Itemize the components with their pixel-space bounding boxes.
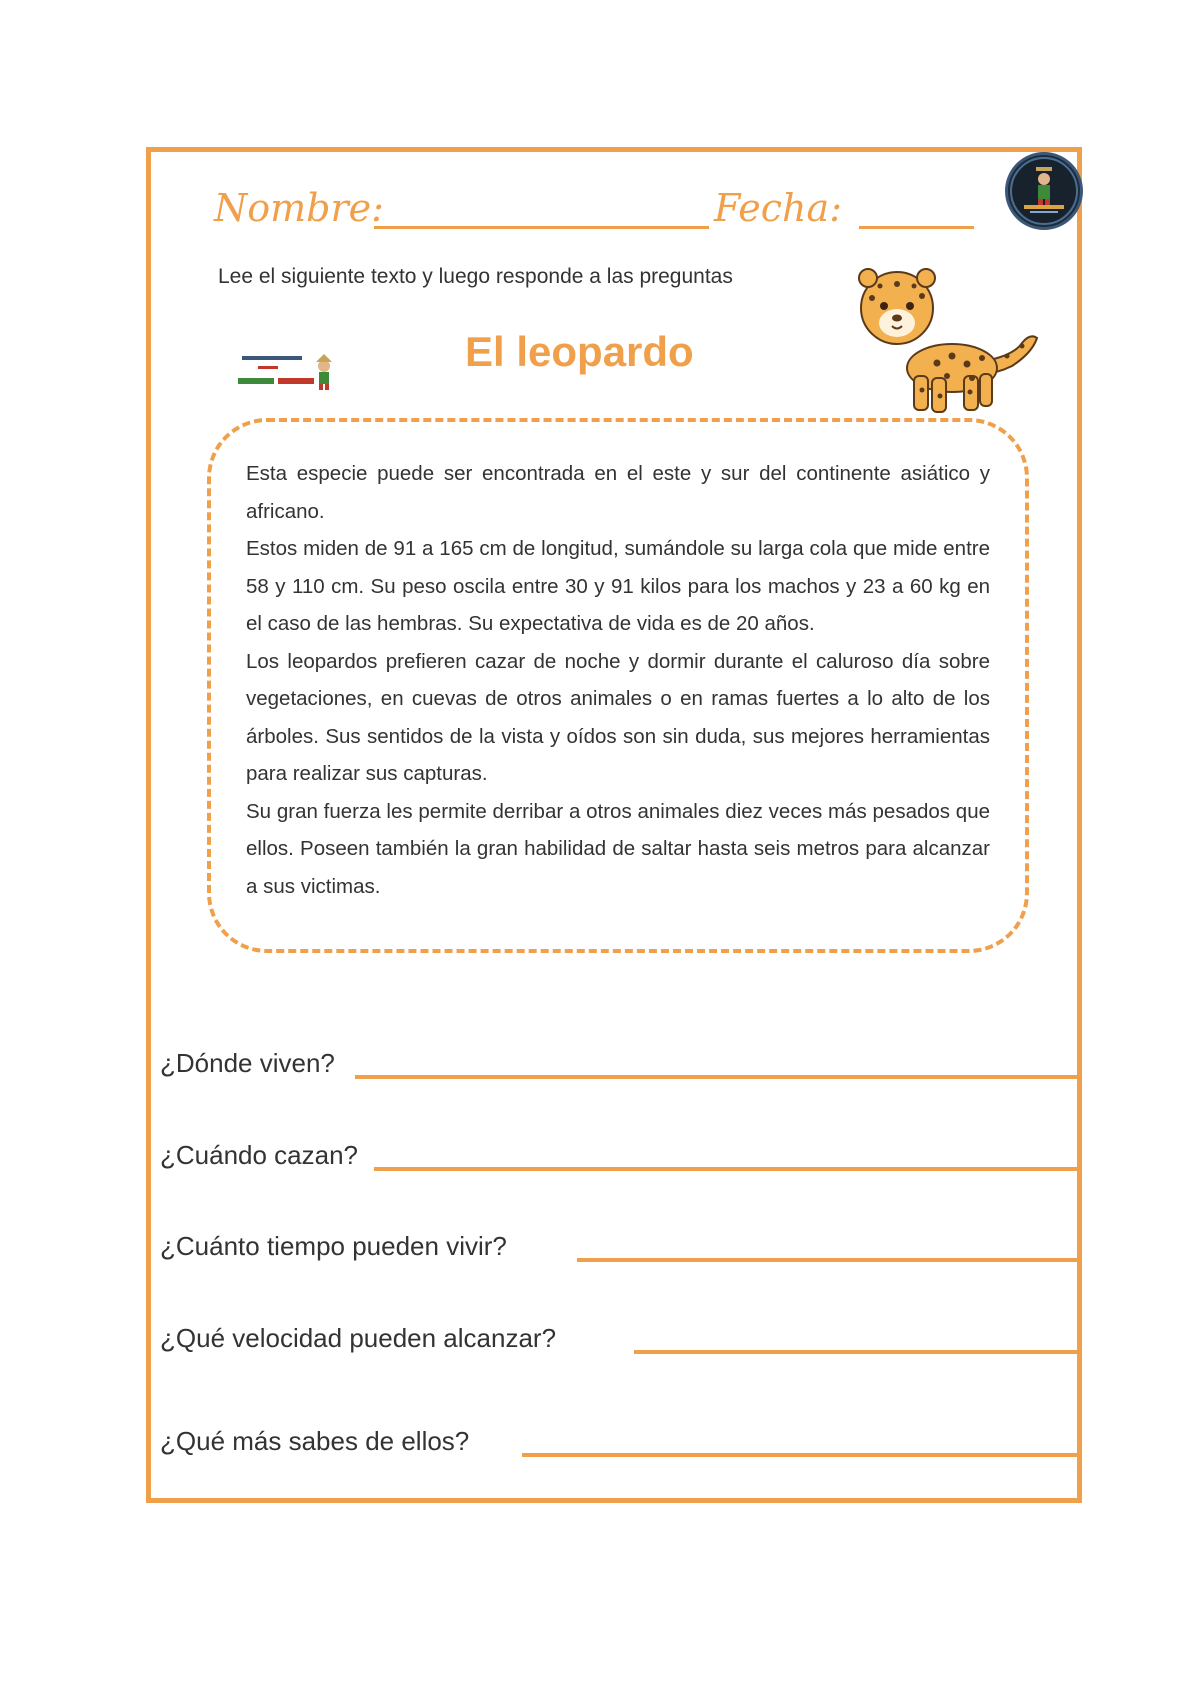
question-text: ¿Cuándo cazan? xyxy=(160,1140,359,1170)
passage-paragraph: Estos miden de 91 a 165 cm de longitud, sumándole su larga cola que mide entre 58 y 110 cm. Su peso oscila entre 30 y 91 kilos para los machos y 23 a 60 kg en el caso de las hembras. Su expectativa de vida es de 20 años. xyxy=(246,537,990,635)
name-label: Nombre: xyxy=(214,186,384,230)
question-text: ¿Qué más sabes de ellos? xyxy=(160,1426,470,1456)
leopard-illustration xyxy=(852,268,1042,418)
badge-logo-icon xyxy=(1005,152,1083,230)
answer-line[interactable] xyxy=(634,1350,1082,1354)
reading-passage xyxy=(246,455,990,905)
header xyxy=(214,186,974,236)
answer-line[interactable] xyxy=(522,1453,1082,1457)
question-row xyxy=(160,1228,1082,1268)
answer-line[interactable] xyxy=(577,1258,1082,1262)
instruction-text: Lee el siguiente texto y luego responde a las preguntas xyxy=(218,265,733,288)
answer-line[interactable] xyxy=(374,1167,1082,1171)
question-row xyxy=(160,1045,1082,1085)
passage-paragraph: Su gran fuerza les permite derribar a otros animales diez veces más pesados que ellos. Poseen también la gran habilidad de saltar hasta seis metros para alcanzar a sus victimas. xyxy=(246,799,990,898)
answer-line[interactable] xyxy=(355,1075,1082,1079)
question-text: ¿Dónde viven? xyxy=(160,1048,335,1078)
question-row xyxy=(160,1137,1082,1177)
question-row xyxy=(160,1320,1082,1360)
question-text: ¿Cuánto tiempo pueden vivir? xyxy=(160,1231,507,1261)
name-field-line[interactable] xyxy=(374,226,709,229)
page-title: El leopardo xyxy=(465,328,694,375)
question-row xyxy=(160,1423,1082,1463)
passage-paragraph: Los leopardos prefieren cazar de noche y dormir durante el caluroso día sobre vegetaciones, en cuevas de otros animales o en ramas fuertes a lo alto de los árboles. Sus sentidos de la vista y oídos son sin duda, sus mejores herramientas para realizar sus capturas. xyxy=(246,649,990,785)
question-text: ¿Qué velocidad pueden alcanzar? xyxy=(160,1323,557,1353)
date-label: Fecha: xyxy=(714,186,842,230)
date-field-line[interactable] xyxy=(859,226,974,229)
small-logo-icon xyxy=(238,352,338,392)
passage-paragraph: Esta especie puede ser encontrada en el este y sur del continente asiático y africano. xyxy=(246,462,990,523)
